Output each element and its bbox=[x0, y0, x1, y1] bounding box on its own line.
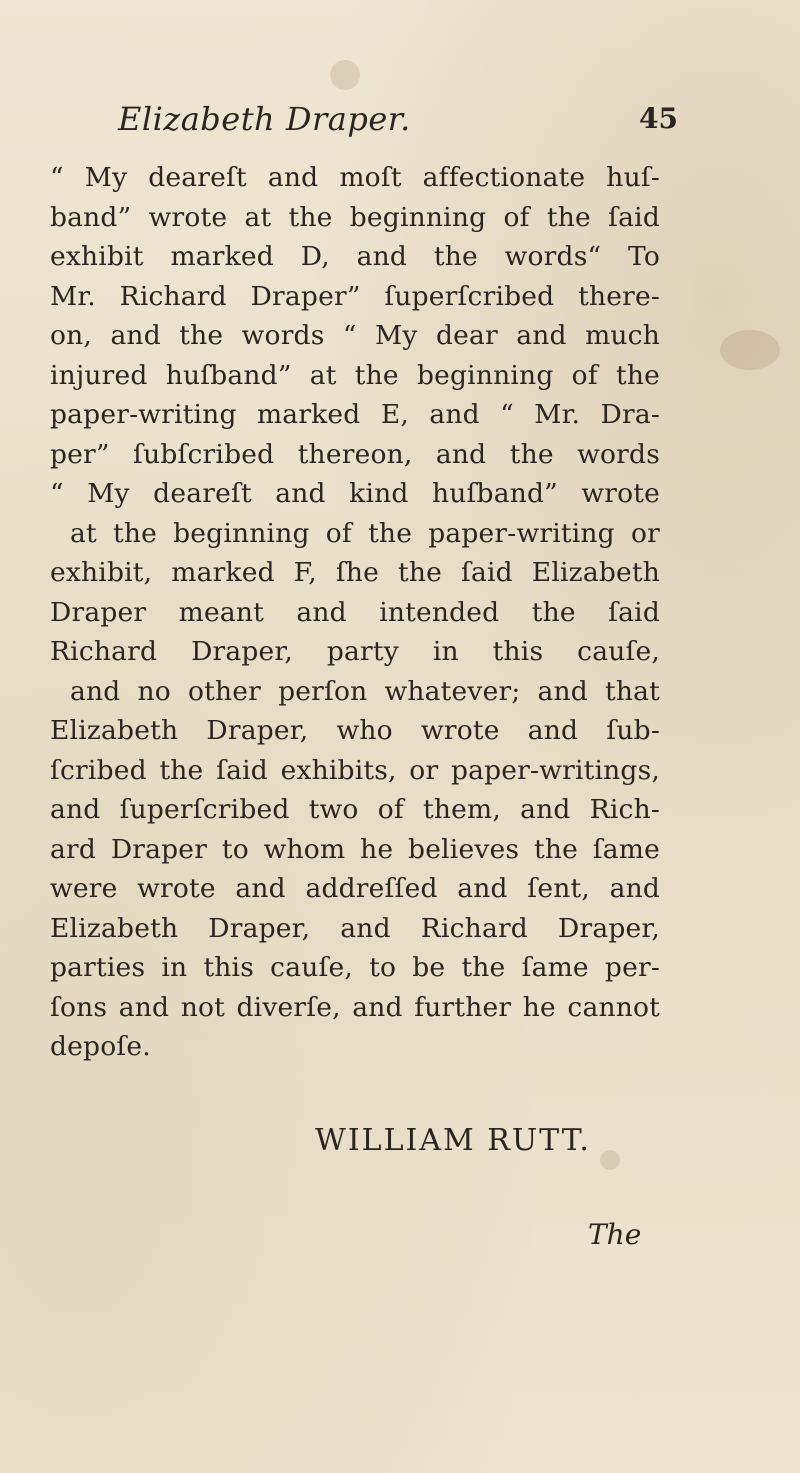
running-title: Elizabeth Draper. bbox=[118, 100, 411, 138]
paper-stain bbox=[720, 330, 780, 370]
page-header bbox=[118, 100, 678, 150]
text-line: parties in this cauſe, to be the ſame per- bbox=[50, 952, 660, 983]
catchword: The bbox=[588, 1218, 642, 1251]
text-line: exhibit, marked F, ſhe the ſaid Elizabeth bbox=[50, 557, 660, 588]
page-number: 45 bbox=[639, 102, 678, 135]
paper-stain bbox=[330, 60, 360, 90]
text-line: “ My deareſt and kind huſband” wrote bbox=[50, 478, 660, 509]
text-line: per” ſubſcribed thereon, and the words bbox=[50, 438, 660, 470]
signature: WILLIAM RUTT. bbox=[315, 1123, 591, 1158]
text-line: Elizabeth Draper, who wrote and ſub- bbox=[50, 715, 660, 746]
text-line: ſcribed the ſaid exhibits, or paper-writings, bbox=[50, 754, 660, 786]
text-line: paper-writing marked E, and “ Mr. Dra- bbox=[50, 399, 660, 430]
text-line: and ſuperſcribed two of them, and Rich- bbox=[50, 794, 660, 825]
text-line: on, and the words “ My dear and much bbox=[50, 320, 660, 351]
text-line: depoſe. bbox=[50, 1031, 151, 1062]
text-line: injured huſband” at the beginning of the bbox=[50, 359, 660, 391]
text-line: Draper meant and intended the ſaid bbox=[50, 596, 660, 628]
text-line: Mr. Richard Draper” ſuperſcribed there- bbox=[50, 280, 660, 312]
text-line: Richard Draper, party in this cauſe, bbox=[50, 636, 660, 667]
text-line: “ My deareſt and moſt affectionate huſ- bbox=[50, 162, 660, 193]
text-line: ſons and not diverſe, and further he cannot bbox=[50, 991, 660, 1023]
text-line: exhibit marked D, and the words“ To bbox=[50, 241, 660, 272]
body-paragraph bbox=[50, 158, 660, 1067]
text-line: ard Draper to whom he believes the ſame bbox=[50, 833, 660, 865]
text-line: were wrote and addreſſed and ſent, and bbox=[50, 873, 660, 904]
text-line: and no other perſon whatever; and that bbox=[70, 675, 660, 707]
paper-stain bbox=[600, 1150, 620, 1170]
text-line: Elizabeth Draper, and Richard Draper, bbox=[50, 912, 660, 944]
text-line: band” wrote at the beginning of the ſaid bbox=[50, 201, 660, 233]
text-line: at the beginning of the paper-writing or bbox=[70, 517, 660, 549]
